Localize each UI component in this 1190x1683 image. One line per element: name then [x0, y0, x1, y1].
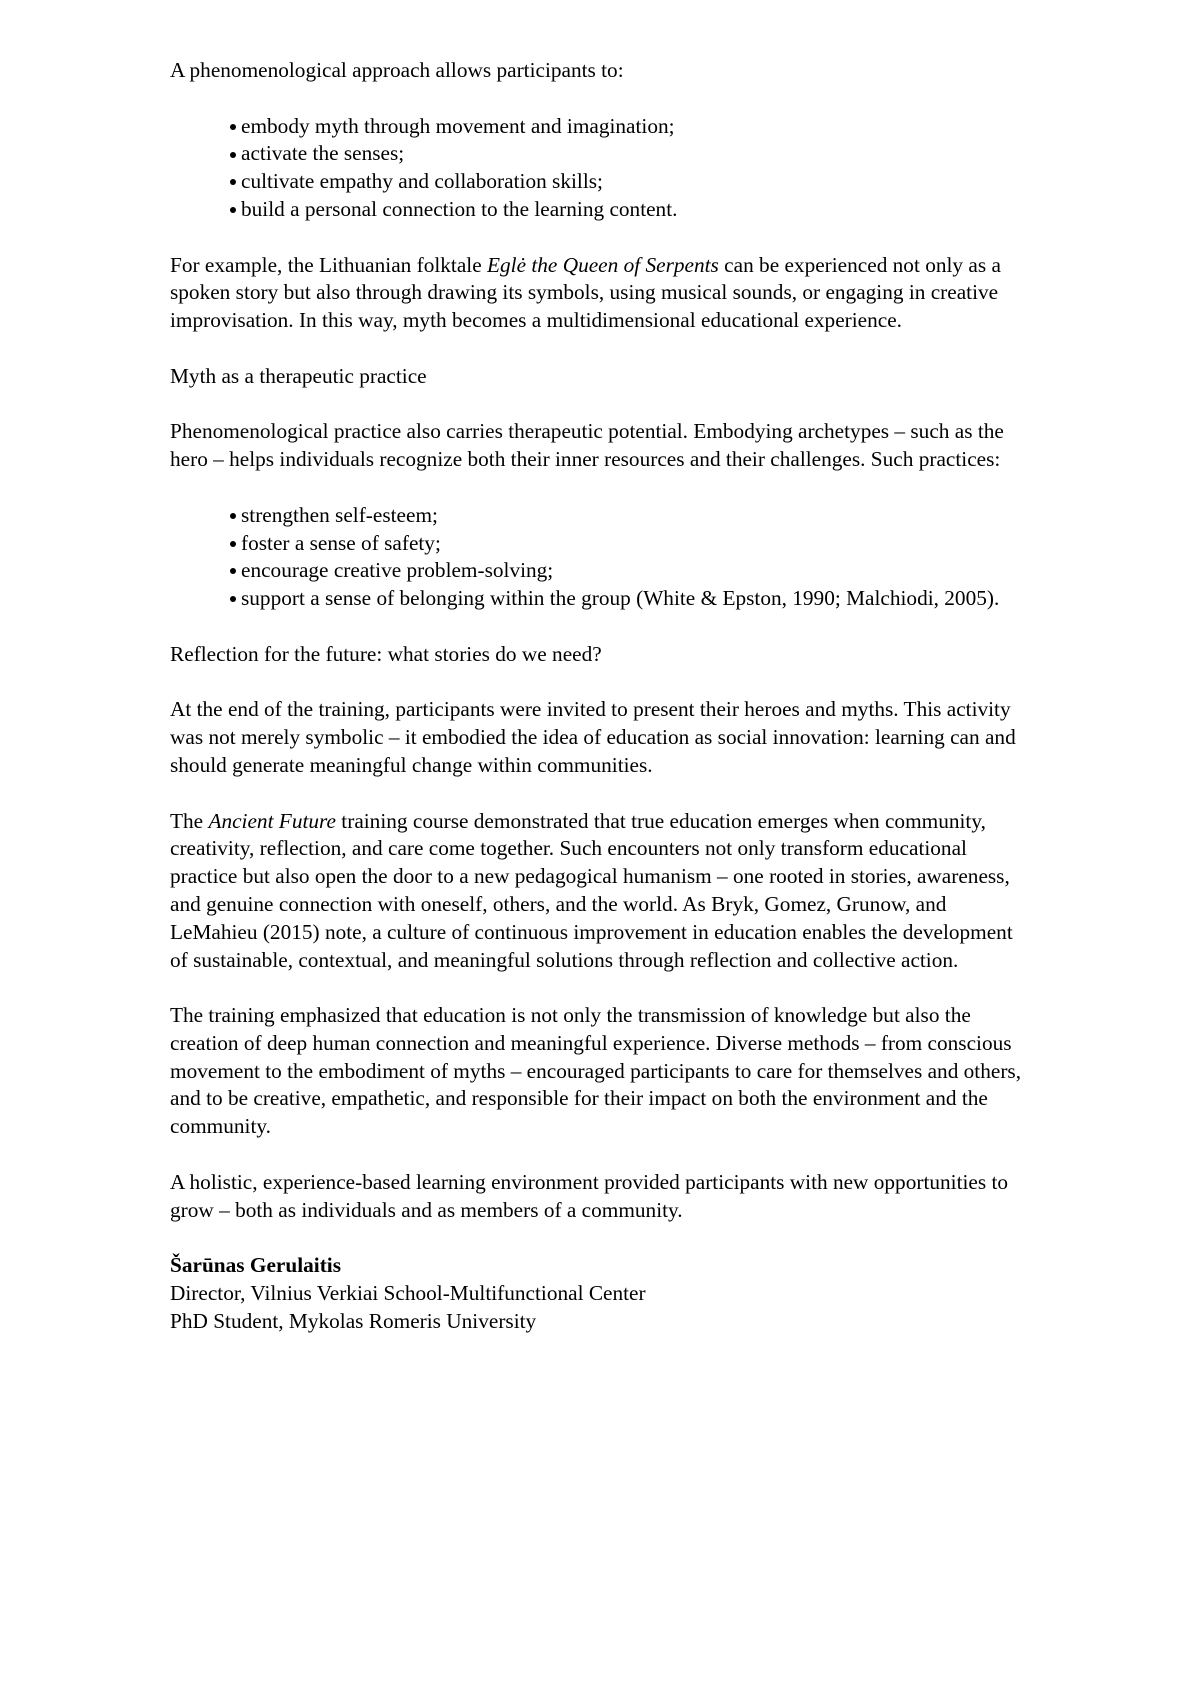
section-heading-reflection: Reflection for the future: what stories do we need? [170, 641, 602, 666]
author-name: Šarūnas Gerulaitis [170, 1253, 341, 1278]
author-title-phd: PhD Student, Mykolas Romeris University [170, 1308, 537, 1333]
therapeutic-paragraph: Phenomenological practice also carries therapeutic potential. Embodying archetypes – such as the hero – helps individuals recognize both their inner resources and their challenges. Such practices: [170, 419, 1004, 472]
intro-paragraph [170, 57, 1170, 85]
list-item: encourage creative problem-solving; [230, 557, 1170, 585]
reflection-paragraph-2: The Ancient Future training course demonstrated that true education emerges when community, creativity, reflection, and care come together. Such encounters not only transform educational practice but also open the door to a new pedagogical humanism – one rooted in stories, awareness, and genuine connection with oneself, others, and the world. As Bryk, Gomez, Grunow, and LeMahieu (2015) note, a culture of continuous improvement in education enables the development of sustainable, contextual, and meaningful solutions through reflection and collective action. [170, 808, 1013, 972]
list-item: build a personal connection to the learning content. [230, 196, 1170, 224]
bullet-icon [230, 541, 236, 547]
reflection-paragraph-4: A holistic, experience-based learning environment provided participants with new opportunities to grow – both as individuals and as members of a community. [170, 1169, 1009, 1222]
example-paragraph: For example, the Lithuanian folktale Eglė the Queen of Serpents can be experienced not only as a spoken story but also through drawing its symbols, using musical sounds, or engaging in creative improvisation. In this way, myth becomes a multidimensional educational experience. [170, 252, 1001, 333]
reflection-paragraph-3: The training emphasized that education is not only the transmission of knowledge but also the creation of deep human connection and meaningful experience. Diverse methods – from conscious movement to the embodiment of myths – encouraged participants to care for themselves and others, and to be creative, empathetic, and responsible for their impact on both the environment and the community. [170, 1003, 1022, 1139]
list-item: foster a sense of safety; [230, 530, 1170, 558]
course-title: Ancient Future [208, 808, 336, 833]
list-item: strengthen self-esteem; [230, 502, 1170, 530]
author-title-director: Director, Vilnius Verkiai School-Multifunctional Center [170, 1281, 646, 1306]
bullet-icon [230, 513, 236, 519]
document-page [170, 57, 1170, 1336]
reflection-paragraph-1: At the end of the training, participants were invited to present their heroes and myths. This activity was not merely symbolic – it embodied the idea of education as social innovation: learning can and should generate meaningful change within communities. [170, 697, 1016, 777]
bullet-icon [230, 207, 236, 213]
list-item: embody myth through movement and imagination; [230, 113, 1170, 141]
list-item: activate the senses; [230, 140, 1170, 168]
section-heading-therapeutic: Myth as a therapeutic practice [170, 363, 427, 388]
bullet-icon [230, 152, 236, 158]
approach-bullet-list [170, 113, 1170, 224]
bullet-icon [230, 124, 236, 130]
author-signature [170, 1252, 1170, 1335]
bullet-icon [230, 179, 236, 185]
bullet-icon [230, 596, 236, 602]
bullet-icon [230, 568, 236, 574]
intro-text: A phenomenological approach allows participants to: [170, 58, 624, 82]
list-item: cultivate empathy and collaboration skills; [230, 168, 1170, 196]
therapeutic-bullet-list [170, 502, 1170, 613]
list-item: support a sense of belonging within the group (White & Epston, 1990; Malchiodi, 2005). [230, 585, 1170, 613]
folktale-title: Eglė the Queen of Serpents [487, 252, 719, 277]
